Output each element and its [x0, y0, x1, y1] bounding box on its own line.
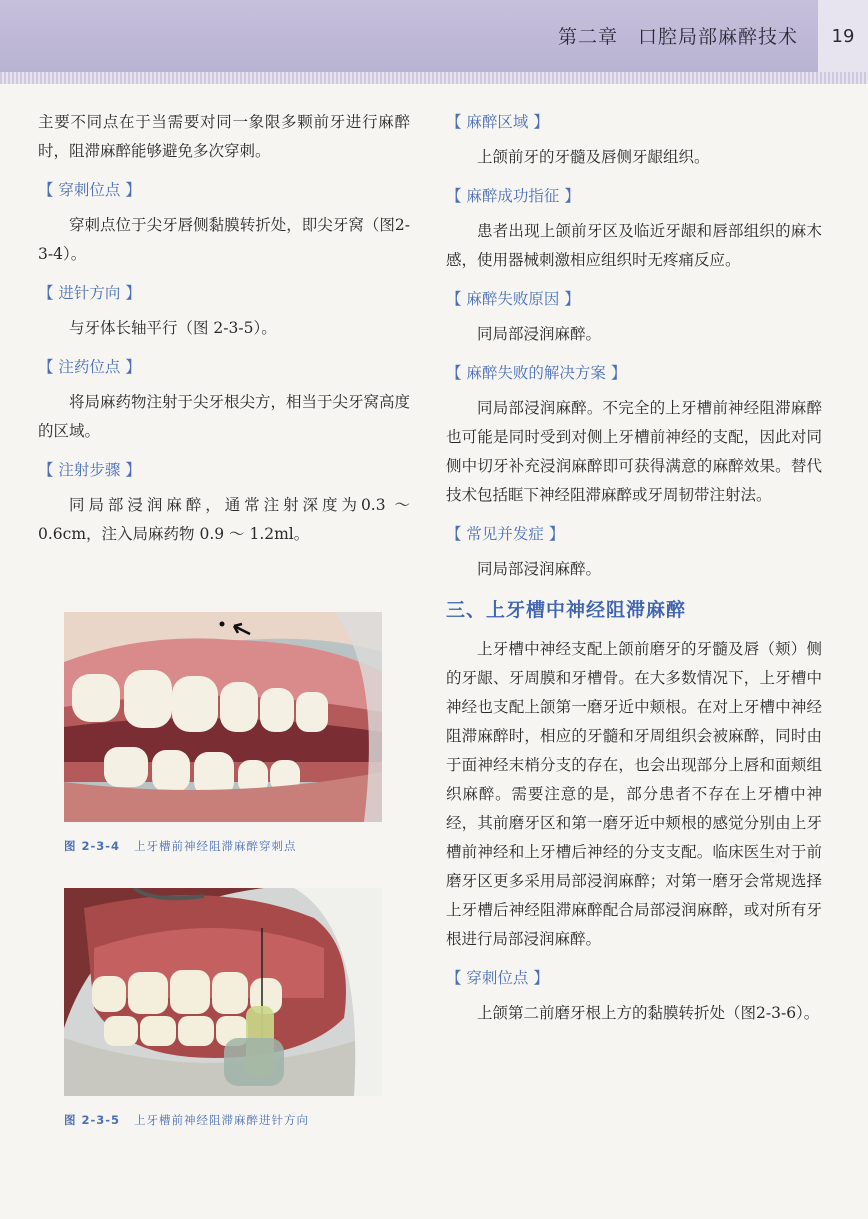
section-title: 【 麻醉区域 】: [446, 113, 549, 131]
figure-number: 图 2-3-4: [64, 839, 121, 853]
section-text: 患者出现上颌前牙区及临近牙龈和唇部组织的麻木感，使用器械刺激相应组织时无疼痛反应。: [446, 222, 822, 269]
dental-photo-needle-direction: [64, 888, 382, 1096]
body-paragraph: 上牙槽中神经支配上颌前磨牙的牙髓及唇（颊）侧的牙龈、牙周膜和牙槽骨。在大多数情况下，上牙槽中神经也支配上颌第一磨牙近中颊根。在对上牙槽中神经阻滞麻醉时，相应的牙髓和牙周组织会被麻醉，同时由于面神经末梢分支的存在，也会出现部分上唇和面颊组织麻醉。需要注意的是，部分患者不存在上牙槽中神经，其前磨牙区和第一磨牙近中颊根的感觉分别由上牙槽前神经和上牙槽后神经的分支支配。临床医生对于前磨牙区更多采用局部浸润麻醉；对第一磨牙会常规选择上牙槽后神经阻滞麻醉配合局部浸润麻醉，或对所有牙根进行局部浸润麻醉。: [446, 640, 822, 948]
section-text: 穿刺点位于尖牙唇侧黏膜转折处，即尖牙窝（图2-3-4）。: [38, 216, 410, 263]
section-title: 【 穿刺位点 】: [446, 969, 549, 987]
figure-caption: [64, 1112, 309, 1128]
section-title: 【 麻醉失败的解决方案 】: [446, 364, 627, 382]
section-title: 【 穿刺位点 】: [38, 181, 141, 199]
section-text: 同局部浸润麻醉。不完全的上牙槽前神经阻滞麻醉也可能是同时受到对侧上牙槽前神经的支配，因此对同侧中切牙补充浸润麻醉即可获得满意的麻醉效果。替代技术包括眶下神经阻滞麻醉或牙周韧带注射法。: [446, 399, 822, 504]
dental-photo-puncture-point: [64, 612, 382, 822]
section-text: 上颌前牙的牙髓及唇侧牙龈组织。: [477, 148, 710, 166]
section-text: 上颌第二前磨牙根上方的黏膜转折处（图2-3-6）。: [477, 1004, 820, 1022]
left-column: [38, 108, 410, 549]
figure-number: 图 2-3-5: [64, 1113, 121, 1127]
section-text: 将局麻药物注射于尖牙根尖方，相当于尖牙窝高度的区域。: [38, 393, 411, 440]
page-number: 19: [818, 0, 868, 72]
section-text: 同局部浸润麻醉。: [477, 560, 602, 578]
section-title: 【 进针方向 】: [38, 284, 141, 302]
figure-caption: [64, 838, 297, 854]
figure-caption-text: 上牙槽前神经阻滞麻醉进针方向: [134, 1113, 310, 1127]
section-title: 【 常见并发症 】: [446, 525, 565, 543]
figure-caption-text: 上牙槽前神经阻滞麻醉穿刺点: [134, 839, 297, 853]
section-text: 与牙体长轴平行（图 2-3-5）。: [69, 319, 277, 337]
intro-paragraph: 主要不同点在于当需要对同一象限多颗前牙进行麻醉时，阻滞麻醉能够避免多次穿刺。: [38, 113, 410, 160]
section-title: 【 麻醉失败原因 】: [446, 290, 580, 308]
right-column: [446, 108, 822, 1028]
chapter-title: 第二章 口腔局部麻醉技术: [557, 26, 798, 48]
section-text: 同局部浸润麻醉，通常注射深度为0.3 ～ 0.6cm，注入局麻药物 0.9 ～ 1.2ml。: [38, 496, 410, 543]
section-title: 【 注射步骤 】: [38, 461, 141, 479]
header-stripe: [0, 72, 868, 84]
section-title: 【 注药位点 】: [38, 358, 141, 376]
section-text: 同局部浸润麻醉。: [477, 325, 602, 343]
section-title: 【 麻醉成功指征 】: [446, 187, 580, 205]
subsection-heading: 三、上牙槽中神经阻滞麻醉: [446, 599, 687, 621]
